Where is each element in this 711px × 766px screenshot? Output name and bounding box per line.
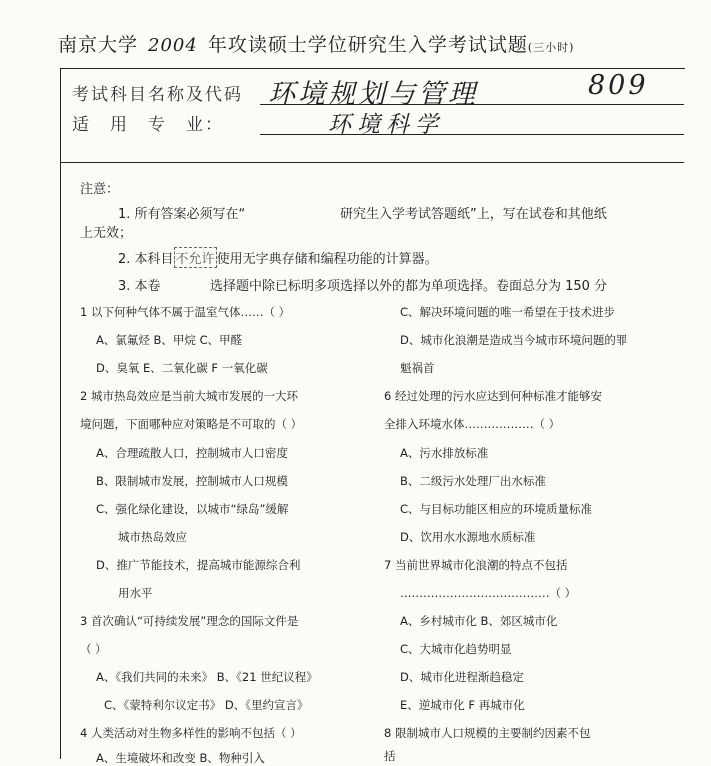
left-line-10: D、推广节能技术，提高城市能源综合利: [96, 558, 301, 572]
note-3-end: 选择题中除已标明多项选择以外的都为单项选择。卷面总分为 150 分: [210, 279, 608, 294]
right-line-12: A、乡村城市化 B、郊区城市化: [400, 614, 558, 628]
notes-title: 注意：: [80, 182, 120, 197]
major-label: 适 用 专 业：: [72, 115, 224, 135]
left-line-1: 1 以下何种气体不属于温室气体……（ ）: [80, 305, 291, 319]
left-line-5: 境问题，下面哪种应对策略是不可取的（ ）: [80, 417, 303, 431]
left-line-16: 4 人类活动对生物多样性的影响不包括（ ）: [80, 726, 302, 740]
exam-header: [58, 30, 574, 57]
left-line-17: A、生境破坏和改变 B、物种引入: [96, 751, 265, 765]
right-line-7: B、二级污水处理厂出水标准: [400, 474, 546, 488]
left-line-4: 2 城市热岛效应是当前大城市发展的一大环: [80, 389, 298, 403]
right-line-9: D、饮用水水源地水质标准: [400, 530, 536, 544]
note-1-start: 1. 所有答案必须写在“: [118, 207, 246, 222]
right-line-17: 括: [384, 749, 396, 763]
note-3-start: 3. 本卷: [118, 279, 161, 294]
left-line-14: A、《我们共同的未来》 B、《21 世纪议程》: [96, 670, 318, 684]
left-line-9: 城市热岛效应: [118, 530, 187, 544]
subject-code: 809: [588, 70, 649, 101]
note-2: [118, 247, 438, 268]
right-line-2: D、城市化浪潮是造成当今城市环境问题的罪: [400, 333, 628, 347]
right-line-16: 8 限制城市人口规模的主要制约因素不包: [384, 726, 591, 740]
right-line-11: …………………………………（ ）: [400, 586, 577, 600]
form-frame: [60, 68, 685, 759]
subject-label: 考试科目名称及代码: [72, 85, 243, 105]
left-line-3: D、臭氧 E、二氧化碳 F 一氧化碳: [96, 361, 268, 375]
note-2-start: 2. 本科目: [118, 252, 174, 267]
right-line-6: A、污水排放标准: [400, 446, 489, 460]
left-line-13: （ ）: [80, 642, 107, 656]
right-line-13: C、大城市化趋势明显: [400, 642, 512, 656]
right-line-1: C、解决环境问题的唯一希望在于技术进步: [400, 305, 616, 319]
fields-divider: [60, 162, 684, 163]
university-name: 南京大学: [58, 34, 139, 56]
right-line-10: 7 当前世界城市化浪潮的特点不包括: [384, 558, 568, 572]
left-line-12: 3 首次确认“可持续发展”理念的国际文件是: [80, 614, 299, 628]
left-line-6: A、合理疏散人口，控制城市人口密度: [96, 446, 288, 460]
subject-value: 环境规划与管理: [268, 79, 478, 110]
note-1-end: 研究生入学考试答题纸”上，写在试卷和其他纸: [340, 207, 607, 222]
major-value: 环境科学: [328, 112, 444, 138]
exam-year: 2004: [148, 35, 198, 56]
left-line-7: B、限制城市发展，控制城市人口规模: [96, 474, 288, 488]
note-1-cont: 上无效；: [80, 226, 133, 241]
right-line-5: 全排入环境水体………………（ ）: [384, 417, 561, 431]
right-line-4: 6 经过处理的污水应达到何种标准才能够安: [384, 389, 602, 403]
left-line-2: A、氯氟烃 B、甲烷 C、甲醛: [96, 333, 243, 347]
note-2-stamp: 不允许: [174, 247, 217, 268]
right-line-8: C、与目标功能区相应的环境质量标准: [400, 502, 593, 516]
left-line-8: C、强化绿化建设，以城市“绿岛”缓解: [96, 502, 289, 516]
right-line-14: D、城市化进程渐趋稳定: [400, 670, 524, 684]
exam-title: 年攻读硕士学位研究生入学考试试题: [207, 34, 528, 56]
major-underline: [260, 134, 684, 135]
left-line-11: 用水平: [118, 586, 153, 600]
right-line-15: E、逆城市化 F 再城市化: [400, 698, 525, 712]
exam-duration: (三小时): [527, 41, 575, 54]
left-line-15: C、《蒙特利尔议定书》 D、《里约宣言》: [104, 698, 309, 712]
right-line-3: 魁祸首: [400, 361, 435, 375]
note-2-end: 使用无字典存储和编程功能的计算器。: [216, 252, 438, 267]
